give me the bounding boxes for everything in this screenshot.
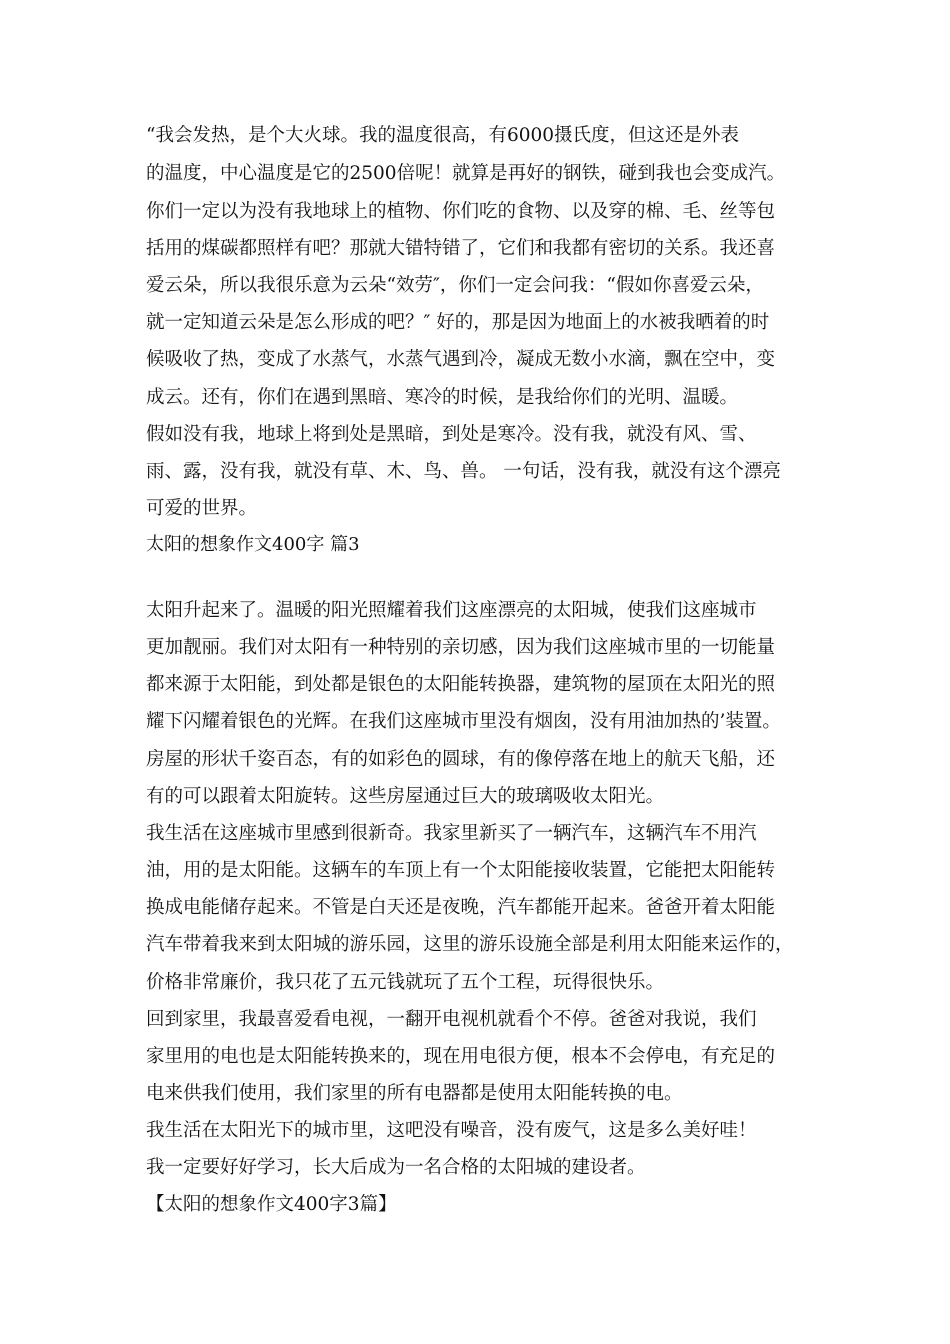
text-line: 成云。还有，你们在遇到黑暗、寒冷的时候，是我给你们的光明、温暖。 <box>146 387 739 408</box>
section-title: 太阳的想象作文400字 篇3 <box>146 534 360 555</box>
text-line: 回到家里，我最喜爱看电视，一翻开电视机就看个不停。爸爸对我说，我们 <box>146 1009 757 1030</box>
text-line: 电来供我们使用，我们家里的所有电器都是使用太阳能转换的电。 <box>146 1083 683 1104</box>
text-line: 汽车带着我来到太阳城的游乐园，这里的游乐设施全部是利用太阳能来运作的， <box>146 934 794 955</box>
text-line: 家里用的电也是太阳能转换来的，现在用电很方便，根本不会停电，有充足的 <box>146 1046 776 1067</box>
text-line: 都来源于太阳能，到处都是银色的太阳能转换器，建筑物的屋顶在太阳光的照 <box>146 674 776 695</box>
text-line: 括用的煤碳都照样有吧？那就大错特错了，它们和我都有密切的关系。我还喜 <box>146 238 776 259</box>
text-line: 耀下闪耀着银色的光辉。在我们这座城市里没有烟囱，没有用油加热的’装置。 <box>146 711 781 732</box>
text-line: 有的可以跟着太阳旋转。这些房屋通过巨大的玻璃吸收太阳光。 <box>146 786 665 807</box>
text-line: 我生活在这座城市里感到很新奇。我家里新买了一辆汽车，这辆汽车不用汽 <box>146 823 757 844</box>
text-line: “我会发热，是个大火球。我的温度很高，有6000摄氏度，但这还是外表 <box>146 125 740 146</box>
text-line: 雨、露，没有我，就没有草、木、鸟、兽。 一句话，没有我，就没有这个漂亮 <box>146 461 781 482</box>
text-line: 你们一定以为没有我地球上的植物、你们吃的食物、以及穿的棉、毛、丝等包 <box>146 201 776 222</box>
text-line: 爱云朵，所以我很乐意为云朵“效劳″，你们一定会问我：“假如你喜爱云朵， <box>146 275 764 296</box>
text-line: 我一定要好好学习，长大后成为一名合格的太阳城的建设者。 <box>146 1157 646 1178</box>
text-line: 更加靓丽。我们对太阳有一种特别的亲切感，因为我们这座城市里的一切能量 <box>146 637 776 658</box>
text-line: 就一定知道云朵是怎么形成的吧？″ 好的，那是因为地面上的水被我晒着的时 <box>146 312 770 333</box>
text-line: 候吸收了热，变成了水蒸气，水蒸气遇到冷，凝成无数小水滴，飘在空中，变 <box>146 349 776 370</box>
text-line: 我生活在太阳光下的城市里，这吧没有噪音，没有废气，这是多么美好哇！ <box>146 1120 757 1141</box>
text-line: 换成电能储存起来。不管是白天还是夜晚，汽车都能开起来。爸爸开着太阳能 <box>146 897 776 918</box>
text-line: 价格非常廉价，我只花了五元钱就玩了五个工程，玩得很快乐。 <box>146 972 665 993</box>
text-line: 太阳升起来了。温暖的阳光照耀着我们这座漂亮的太阳城，使我们这座城市 <box>146 600 757 621</box>
text-line: 油，用的是太阳能。这辆车的车顶上有一个太阳能接收装置，它能把太阳能转 <box>146 860 776 881</box>
text-line: 的温度，中心温度是它的2500倍呢！就算是再好的钢铁，碰到我也会变成汽。 <box>146 163 786 184</box>
closing-title: 【太阳的想象作文400字3篇】 <box>146 1194 397 1215</box>
text-line: 房屋的形状千姿百态，有的如彩色的圆球，有的像停落在地上的航天飞船，还 <box>146 749 776 770</box>
text-line: 假如没有我，地球上将到处是黑暗，到处是寒冷。没有我，就没有风、雪、 <box>146 424 757 445</box>
text-line: 可爱的世界。 <box>146 498 258 519</box>
